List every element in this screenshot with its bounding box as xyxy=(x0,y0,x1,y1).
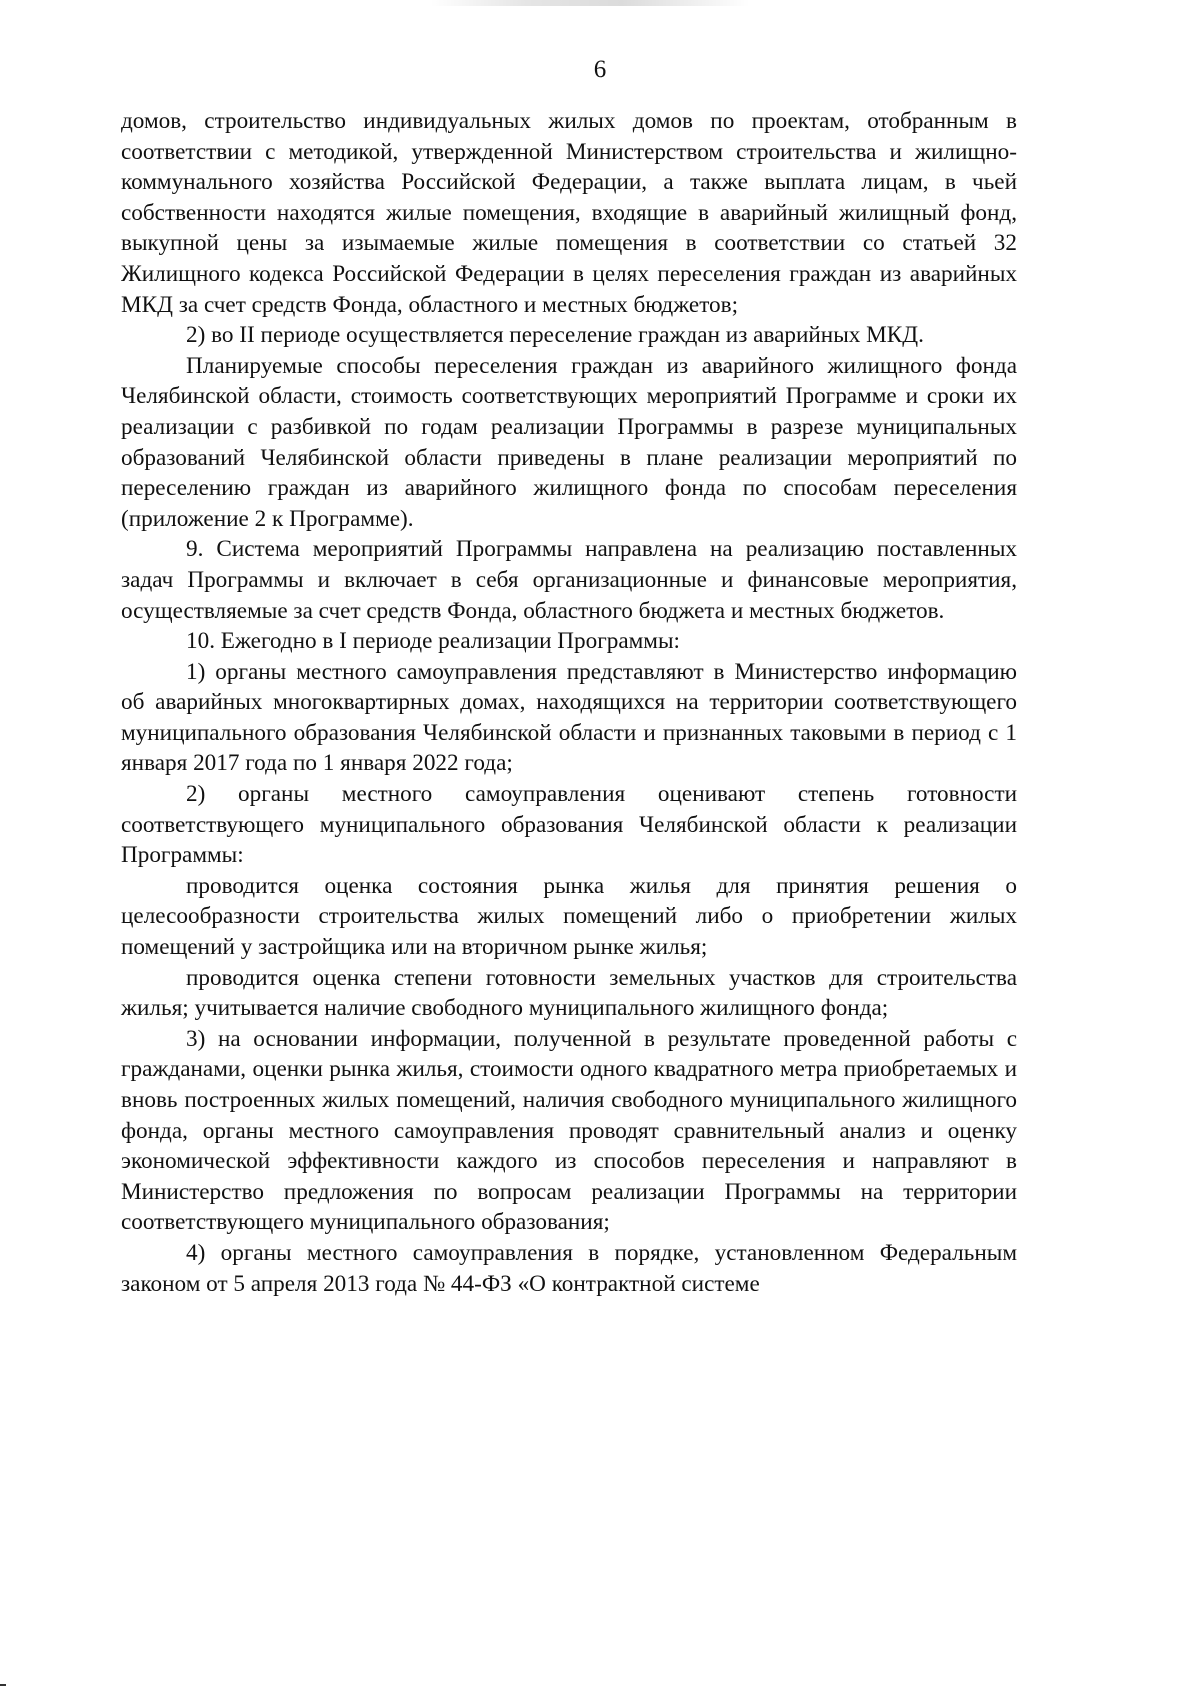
paragraph-item-9: 9. Система мероприятий Программы направлена на реализацию поставленных задач Программы и включает в себя организационные и финансовые мероприятия, осуществляемые за счет средств Фонда, областного бюджета и местных бюджетов. xyxy=(121,536,1017,624)
document-body xyxy=(121,106,1017,1299)
scan-artifact xyxy=(430,0,750,6)
scan-edge-mark xyxy=(0,1684,6,1686)
paragraph-subitem-2: 2) органы местного самоуправления оценивают степень готовности соответствующего муниципального образования Челябинской области к реализации Программы: xyxy=(121,781,1017,869)
paragraph-subitem-3: 3) на основании информации, полученной в результате проведенной работы с гражданами, оценки рынка жилья, стоимости одного квадратного метра приобретаемых и вновь построенных жилых помещений, наличия свободного муниципального жилищного фонда, органы местного самоуправления проводят сравнительный анализ и оценку экономической эффективности каждого из способов переселения и направляют в Министерство предложения по вопросам реализации Программы на территории соответствующего муниципального образования; xyxy=(121,1025,1017,1236)
paragraph-subitem-1: 1) органы местного самоуправления представляют в Министерство информацию об аварийных многоквартирных домах, находящихся на территории соответствующего муниципального образования Челябинской области и признанных таковыми в период с 1 января 2017 года по 1 января 2022 года; xyxy=(121,658,1017,777)
paragraph-resettlement-methods: Планируемые способы переселения граждан из аварийного жилищного фонда Челябинской области, стоимость соответствующих мероприятий Программе и сроки их реализации с разбивкой по годам реализации Программы в разрезе муниципальных образований Челябинской области приведены в плане реализации мероприятий по переселению граждан из аварийного жилищного фонда по способам переселения (приложение 2 к Программе). xyxy=(121,352,1017,532)
page-number: 6 xyxy=(593,56,607,83)
paragraph-land-assessment: проводится оценка степени готовности земельных участков для строительства жилья; учитывается наличие свободного муниципального жилищного фонда; xyxy=(121,964,1017,1022)
paragraph-continuation: домов, строительство индивидуальных жилых домов по проектам, отобранным в соответствии с методикой, утвержденной Министерством строительства и жилищно-коммунального хозяйства Российской Федерации, а также выплата лицам, в чьей собственности находятся жилые помещения, входящие в аварийный жилищный фонд, выкупной цены за изымаемые жилые помещения в соответствии со статьей 32 Жилищного кодекса Российской Федерации в целях переселения граждан из аварийных МКД за счет средств Фонда, областного и местных бюджетов; xyxy=(121,108,1017,318)
paragraph-item-10: 10. Ежегодно в I периоде реализации Программы: xyxy=(186,628,681,655)
paragraph-market-assessment: проводится оценка состояния рынка жилья для принятия решения о целесообразности строительства жилых помещений либо о приобретении жилых помещений у застройщика или на вторичном рынке жилья; xyxy=(121,872,1017,961)
paragraph-period-two: 2) во II периоде осуществляется переселение граждан из аварийных МКД. xyxy=(186,322,924,349)
paragraph-subitem-4: 4) органы местного самоуправления в порядке, установленном Федеральным законом от 5 апреля 2013 года № 44-ФЗ «О контрактной системе xyxy=(121,1239,1017,1297)
